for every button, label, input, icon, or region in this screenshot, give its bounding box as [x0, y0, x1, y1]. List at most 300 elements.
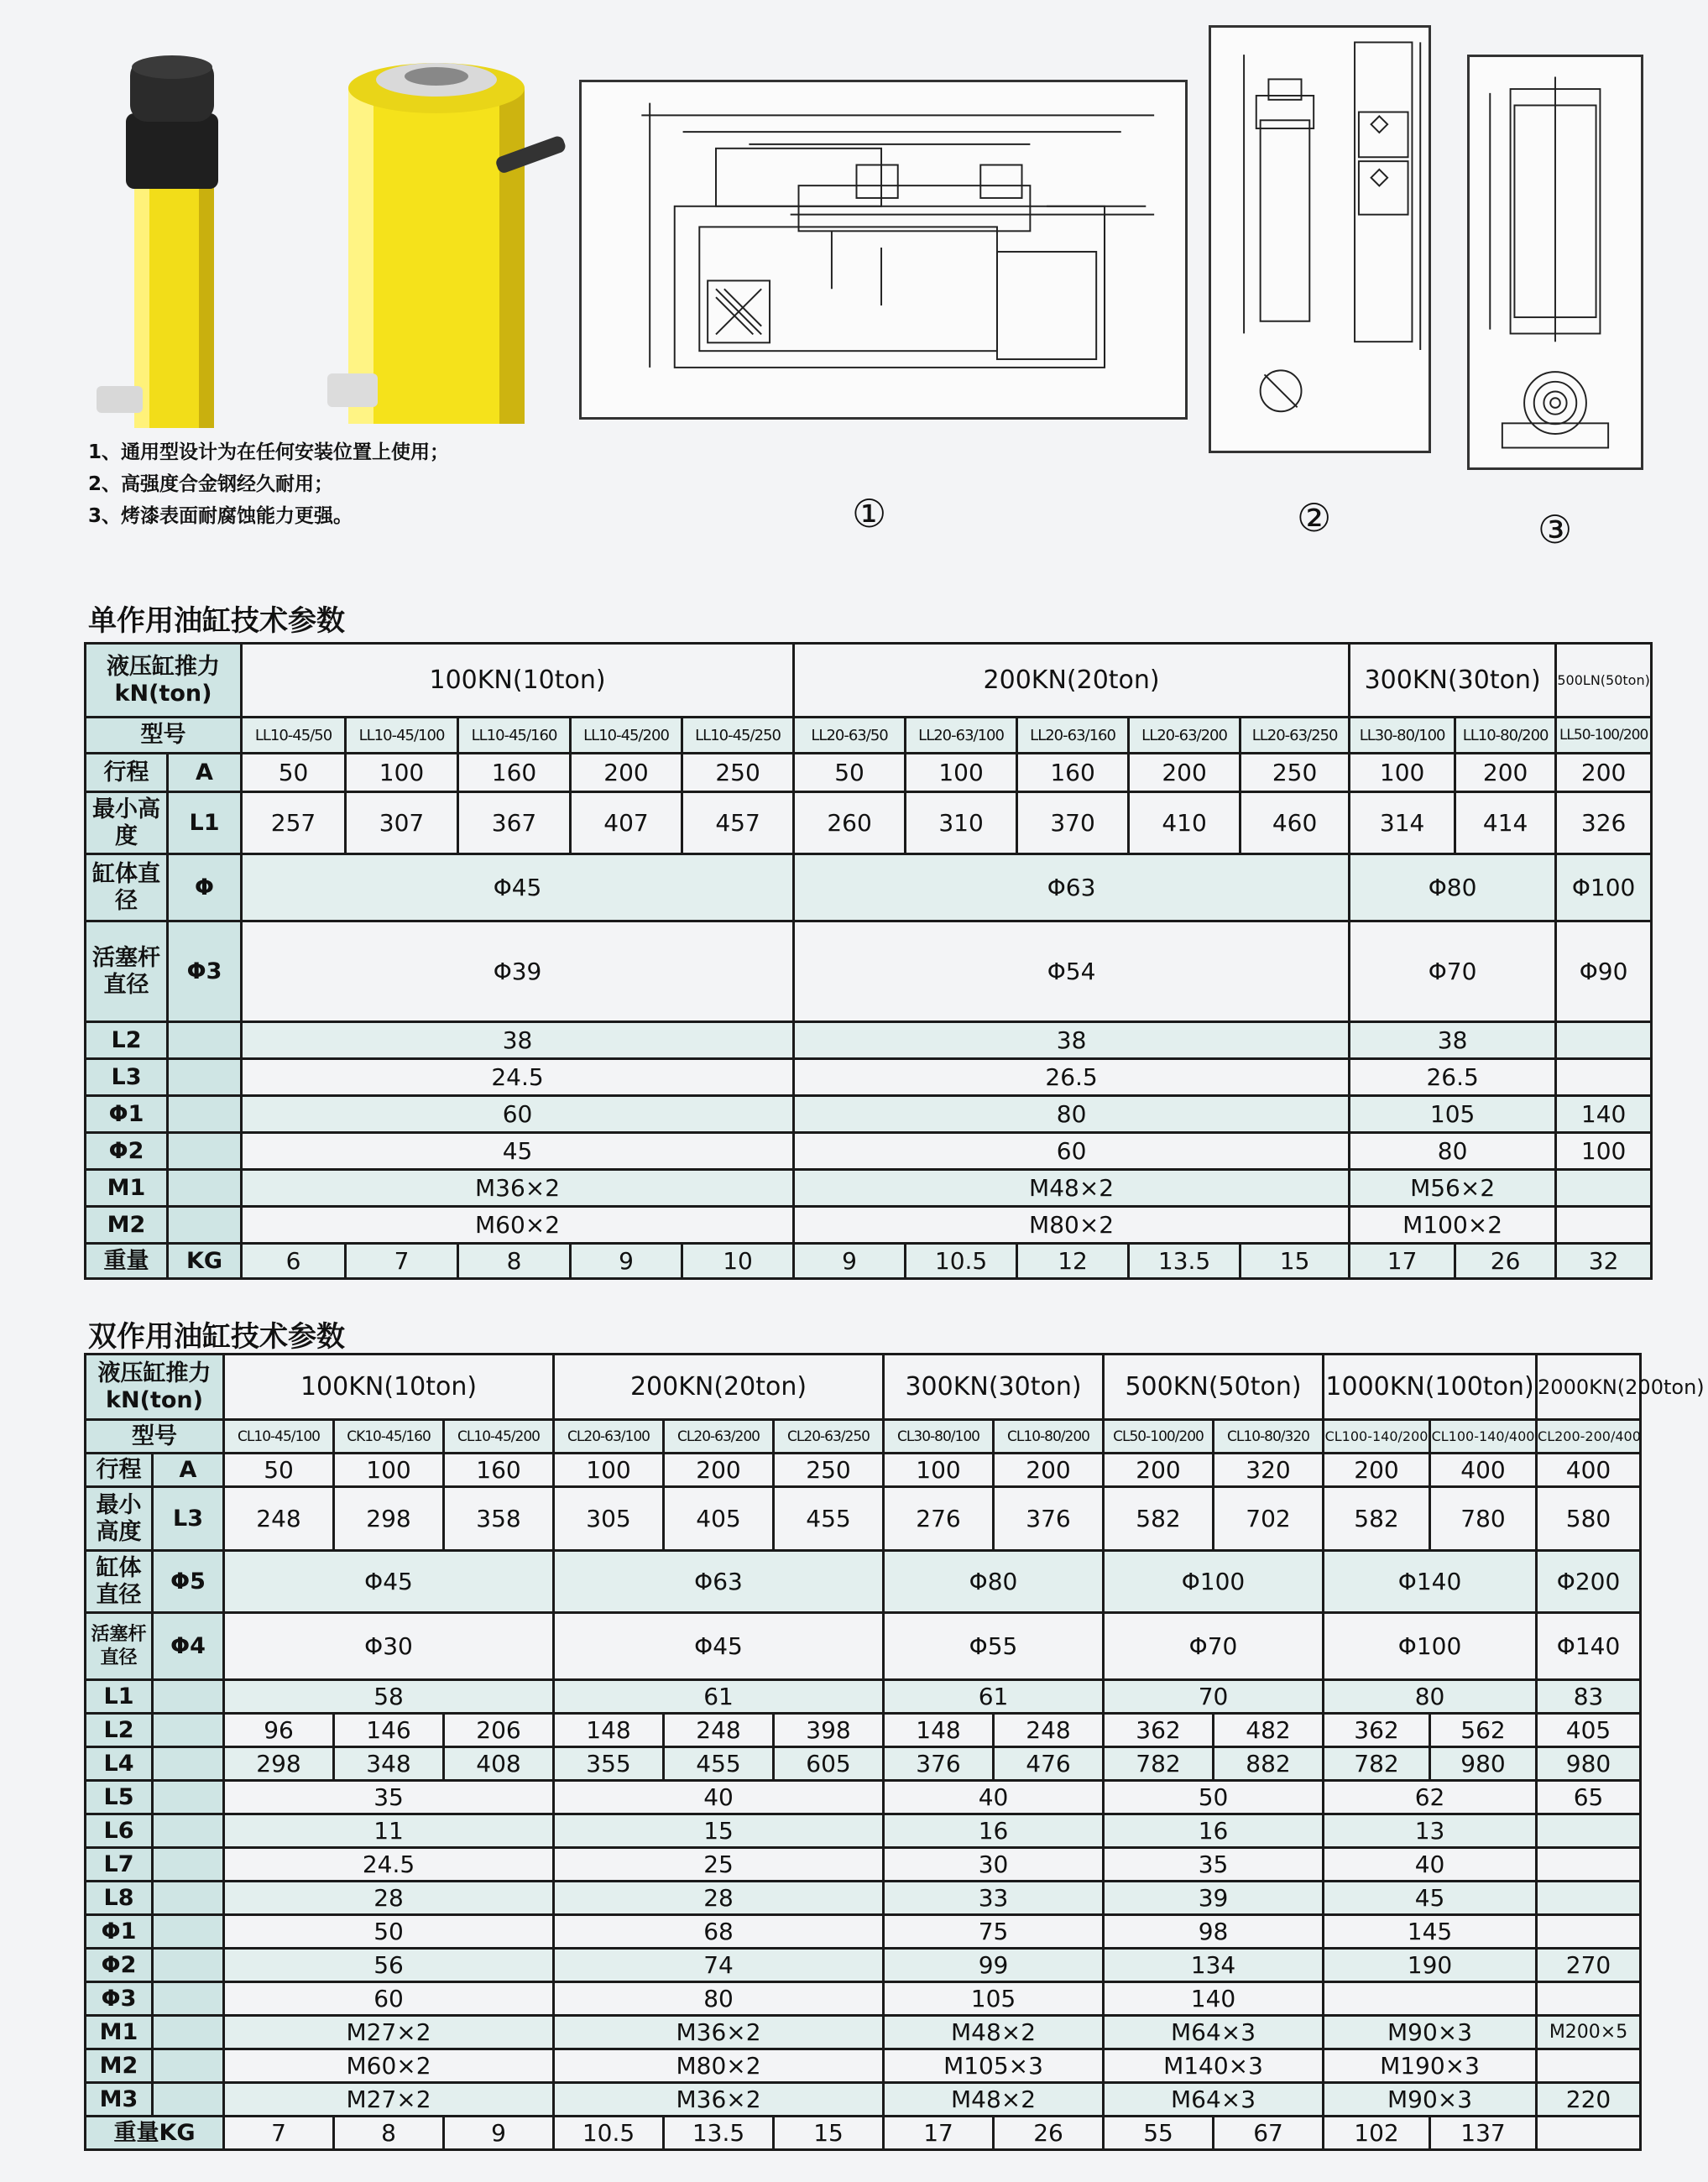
value-cell: 7 [224, 2117, 334, 2150]
row-symbol: Φ3 [168, 921, 242, 1022]
value-cell: 476 [994, 1747, 1104, 1781]
group-header: 2000KN(200ton) [1537, 1355, 1641, 1420]
value-cell: 13.5 [664, 2117, 774, 2150]
value-cell: 55 [1104, 2117, 1214, 2150]
value-cell [1537, 1814, 1641, 1848]
row-symbol [168, 1170, 242, 1207]
value-cell: 26 [994, 2117, 1104, 2150]
row-symbol: L1 [168, 792, 242, 854]
value-cell: 257 [242, 792, 346, 854]
bore-row [86, 1551, 1641, 1613]
value-cell [1556, 1207, 1652, 1244]
value-cell [1324, 1982, 1537, 2016]
row-label: M2 [86, 1207, 168, 1244]
value-cell: 355 [554, 1747, 664, 1781]
value-cell: 100 [884, 1454, 994, 1487]
spec-row [86, 1848, 1641, 1882]
value-cell: 80 [794, 1096, 1350, 1133]
row-label: 行程 [86, 754, 168, 792]
value-cell: 320 [1214, 1454, 1324, 1487]
spec-row [86, 1982, 1641, 2016]
value-cell: 782 [1104, 1747, 1214, 1781]
value-cell: 105 [1350, 1096, 1556, 1133]
value-cell: 16 [884, 1814, 1104, 1848]
row-label: 缸体直径 [86, 854, 168, 921]
value-cell: M36×2 [242, 1170, 794, 1207]
feature-item: 3、烤漆表面耐腐蚀能力更强。 [88, 505, 353, 527]
model-cell: CL200-200/400 [1537, 1420, 1641, 1454]
model-label: 型号 [86, 1420, 224, 1454]
value-cell: 220 [1537, 2083, 1641, 2117]
row-symbol [153, 1848, 224, 1882]
value-cell: 80 [1324, 1680, 1537, 1714]
double-acting-spec-table [84, 1353, 1705, 2151]
model-cell: CL10-80/200 [994, 1420, 1104, 1454]
value-cell: 370 [1017, 792, 1129, 854]
value-cell: 50 [1104, 1781, 1324, 1814]
value-cell: 980 [1537, 1747, 1641, 1781]
value-cell: 8 [334, 2117, 444, 2150]
value-cell: 9 [571, 1244, 682, 1279]
row-label: Φ3 [86, 1982, 153, 2016]
value-cell: 15 [774, 2117, 884, 2150]
value-cell: 8 [458, 1244, 571, 1279]
value-cell: 405 [1537, 1714, 1641, 1747]
group-header: 500LN(50ton) [1556, 644, 1652, 718]
group-header: 300KN(30ton) [1350, 644, 1556, 718]
value-cell: M27×2 [224, 2016, 554, 2049]
value-cell [1537, 1982, 1641, 2016]
value-cell: 405 [664, 1487, 774, 1551]
group-header: 1000KN(100ton) [1324, 1355, 1537, 1420]
model-cell: LL10-45/250 [682, 718, 794, 754]
value-cell: 17 [1350, 1244, 1455, 1279]
group-header: 100KN(10ton) [224, 1355, 554, 1420]
value-cell: 50 [224, 1454, 334, 1487]
value-cell: 190 [1324, 1949, 1537, 1982]
row-label: 活塞杆直径 [86, 921, 168, 1022]
row-symbol [168, 1133, 242, 1170]
value-cell: Φ63 [554, 1551, 884, 1613]
value-cell: 26 [1455, 1244, 1556, 1279]
spec-row [86, 1882, 1641, 1915]
value-cell: 65 [1537, 1781, 1641, 1814]
value-cell: 200 [571, 754, 682, 792]
row-label: M2 [86, 2049, 153, 2083]
row-label: M1 [86, 2016, 153, 2049]
value-cell: 35 [224, 1781, 554, 1814]
spec-row [86, 1949, 1641, 1982]
min-height-row [86, 792, 1652, 854]
row-symbol [153, 2016, 224, 2049]
l2-row [86, 1714, 1641, 1747]
row-symbol [168, 1059, 242, 1096]
value-cell: 140 [1556, 1096, 1652, 1133]
value-cell: 67 [1214, 2117, 1324, 2150]
value-cell: M200×5 [1537, 2016, 1641, 2049]
row-label: L6 [86, 1814, 153, 1848]
stroke-row [86, 754, 1652, 792]
model-cell: CL10-45/200 [444, 1420, 554, 1454]
row-label: 重量KG [86, 2117, 224, 2150]
value-cell: M36×2 [554, 2083, 884, 2117]
row-label: Φ2 [86, 1949, 153, 1982]
value-cell: Φ45 [554, 1613, 884, 1680]
model-cell: CL50-100/200 [1104, 1420, 1214, 1454]
value-cell: 298 [224, 1747, 334, 1781]
model-cell: CL100-140/200 [1324, 1420, 1430, 1454]
value-cell: M105×3 [884, 2049, 1104, 2083]
value-cell: 96 [224, 1714, 334, 1747]
value-cell: 410 [1129, 792, 1241, 854]
value-cell: Φ100 [1324, 1613, 1537, 1680]
value-cell: 582 [1104, 1487, 1214, 1551]
value-cell: 146 [334, 1714, 444, 1747]
value-cell: 99 [884, 1949, 1104, 1982]
spec-row [86, 2016, 1641, 2049]
value-cell: 50 [794, 754, 906, 792]
spec-row [86, 1207, 1652, 1244]
value-cell [1537, 1882, 1641, 1915]
row-label: L1 [86, 1680, 153, 1714]
value-cell: Φ30 [224, 1613, 554, 1680]
row-symbol [153, 1949, 224, 1982]
row-symbol: Φ5 [153, 1551, 224, 1613]
value-cell: M48×2 [884, 2083, 1104, 2117]
value-cell: 100 [554, 1454, 664, 1487]
model-cell: LL10-45/160 [458, 718, 571, 754]
value-cell: 780 [1430, 1487, 1537, 1551]
model-label: 型号 [86, 718, 242, 754]
value-cell: M48×2 [794, 1170, 1350, 1207]
row-label: L2 [86, 1714, 153, 1747]
l1-row [86, 1680, 1641, 1714]
row-label: 行程 [86, 1454, 153, 1487]
value-cell: 882 [1214, 1747, 1324, 1781]
model-cell: LL10-45/50 [242, 718, 346, 754]
group-header: 300KN(30ton) [884, 1355, 1104, 1420]
row-symbol [153, 1915, 224, 1949]
value-cell: 26.5 [794, 1059, 1350, 1096]
value-cell: 35 [1104, 1848, 1324, 1882]
value-cell: 40 [554, 1781, 884, 1814]
drawing-number-3: ③ [1538, 507, 1573, 552]
value-cell: M90×3 [1324, 2083, 1537, 2117]
value-cell: 248 [994, 1714, 1104, 1747]
value-cell: 100 [334, 1454, 444, 1487]
single-acting-title: 单作用油缸技术参数 [88, 604, 345, 638]
value-cell: 9 [444, 2117, 554, 2150]
value-cell: 100 [346, 754, 458, 792]
value-cell: Φ140 [1324, 1551, 1537, 1613]
row-symbol [153, 2083, 224, 2117]
row-label: 最小高度 [86, 1487, 153, 1551]
value-cell: 348 [334, 1747, 444, 1781]
value-cell: 30 [884, 1848, 1104, 1882]
value-cell: 248 [664, 1714, 774, 1747]
weight-row [86, 1244, 1652, 1279]
value-cell: 367 [458, 792, 571, 854]
row-symbol: Φ4 [153, 1613, 224, 1680]
value-cell: 400 [1430, 1454, 1537, 1487]
value-cell: 980 [1430, 1747, 1537, 1781]
value-cell: 206 [444, 1714, 554, 1747]
value-cell: 307 [346, 792, 458, 854]
value-cell: 160 [458, 754, 571, 792]
value-cell: 6 [242, 1244, 346, 1279]
spec-row [86, 1022, 1652, 1059]
value-cell [1556, 1059, 1652, 1096]
model-cell: CK10-45/160 [334, 1420, 444, 1454]
value-cell: 24.5 [242, 1059, 794, 1096]
value-cell: 562 [1430, 1714, 1537, 1747]
value-cell: 582 [1324, 1487, 1430, 1551]
bore-row [86, 854, 1652, 921]
rod-row [86, 1613, 1641, 1680]
row-label: 重量 [86, 1244, 168, 1279]
spec-row [86, 2049, 1641, 2083]
l4-row [86, 1747, 1641, 1781]
value-cell: M80×2 [554, 2049, 884, 2083]
value-cell: 160 [1017, 754, 1129, 792]
value-cell: Φ100 [1556, 854, 1652, 921]
value-cell: Φ80 [884, 1551, 1104, 1613]
value-cell: 400 [1537, 1454, 1641, 1487]
value-cell: 32 [1556, 1244, 1652, 1279]
row-label: L2 [86, 1022, 168, 1059]
value-cell: 250 [1241, 754, 1350, 792]
drawing-number-2: ② [1297, 495, 1332, 540]
value-cell: 260 [794, 792, 906, 854]
value-cell: 298 [334, 1487, 444, 1551]
spec-row [86, 1814, 1641, 1848]
row-label: M3 [86, 2083, 153, 2117]
value-cell: 310 [906, 792, 1017, 854]
value-cell: 15 [554, 1814, 884, 1848]
value-cell: 80 [1350, 1133, 1556, 1170]
value-cell: 407 [571, 792, 682, 854]
weight-row [86, 2117, 1641, 2150]
row-label: L5 [86, 1781, 153, 1814]
value-cell: 362 [1324, 1714, 1430, 1747]
value-cell: M140×3 [1104, 2049, 1324, 2083]
value-cell: 50 [224, 1915, 554, 1949]
value-cell: 580 [1537, 1487, 1641, 1551]
value-cell: 56 [224, 1949, 554, 1982]
value-cell: 140 [1104, 1982, 1324, 2016]
model-cell: LL20-63/100 [906, 718, 1017, 754]
drawing-2-lines [1211, 28, 1429, 451]
value-cell: 13.5 [1129, 1244, 1241, 1279]
spec-row [86, 1059, 1652, 1096]
group-header: 100KN(10ton) [242, 644, 794, 718]
value-cell: M80×2 [794, 1207, 1350, 1244]
value-cell: 13 [1324, 1814, 1537, 1848]
row-symbol [153, 1781, 224, 1814]
value-cell: Φ140 [1537, 1613, 1641, 1680]
rod-row [86, 921, 1652, 1022]
spec-row [86, 1781, 1641, 1814]
value-cell: 61 [554, 1680, 884, 1714]
single-acting-spec-table [84, 642, 1653, 1280]
group-header: 500KN(50ton) [1104, 1355, 1324, 1420]
value-cell: Φ90 [1556, 921, 1652, 1022]
row-label: Φ1 [86, 1096, 168, 1133]
value-cell: 326 [1556, 792, 1652, 854]
value-cell: Φ70 [1104, 1613, 1324, 1680]
group-header: 200KN(20ton) [554, 1355, 884, 1420]
drawing-number-1: ① [852, 491, 887, 536]
value-cell [1537, 1848, 1641, 1882]
value-cell: 102 [1324, 2117, 1430, 2150]
row-symbol: Φ [168, 854, 242, 921]
model-cell: LL10-80/200 [1455, 718, 1556, 754]
value-cell: 305 [554, 1487, 664, 1551]
value-cell: 455 [774, 1487, 884, 1551]
value-cell: M60×2 [242, 1207, 794, 1244]
value-cell: Φ100 [1104, 1551, 1324, 1613]
value-cell: 98 [1104, 1915, 1324, 1949]
value-cell: M60×2 [224, 2049, 554, 2083]
value-cell: Φ55 [884, 1613, 1104, 1680]
model-cell: CL30-80/100 [884, 1420, 994, 1454]
value-cell: 38 [1350, 1022, 1556, 1059]
model-cell: LL20-63/160 [1017, 718, 1129, 754]
model-cell: LL30-80/100 [1350, 718, 1455, 754]
row-symbol: A [168, 754, 242, 792]
value-cell: 137 [1430, 2117, 1537, 2150]
feature-item: 1、通用型设计为在任何安装位置上使用； [88, 441, 450, 463]
value-cell: Φ70 [1350, 921, 1556, 1022]
value-cell: 605 [774, 1747, 884, 1781]
value-cell: 414 [1455, 792, 1556, 854]
feature-item: 2、高强度合金钢经久耐用； [88, 473, 334, 495]
value-cell: 38 [242, 1022, 794, 1059]
value-cell: Φ39 [242, 921, 794, 1022]
value-cell: 482 [1214, 1714, 1324, 1747]
model-cell: CL20-63/100 [554, 1420, 664, 1454]
row-symbol [168, 1096, 242, 1133]
value-cell: 28 [554, 1882, 884, 1915]
value-cell: 12 [1017, 1244, 1129, 1279]
row-label: L8 [86, 1882, 153, 1915]
value-cell: M90×3 [1324, 2016, 1537, 2049]
spec-row [86, 1133, 1652, 1170]
value-cell: M48×2 [884, 2016, 1104, 2049]
drawing-1-lines [582, 82, 1185, 417]
value-cell: 200 [1324, 1454, 1430, 1487]
row-symbol [153, 1680, 224, 1714]
value-cell: 60 [794, 1133, 1350, 1170]
spec-row [86, 1915, 1641, 1949]
value-cell: 24.5 [224, 1848, 554, 1882]
model-cell: LL10-45/200 [571, 718, 682, 754]
value-cell: 376 [884, 1747, 994, 1781]
value-cell: 200 [1556, 754, 1652, 792]
value-cell: 68 [554, 1915, 884, 1949]
row-symbol: KG [168, 1244, 242, 1279]
value-cell: 11 [224, 1814, 554, 1848]
value-cell: 200 [1455, 754, 1556, 792]
model-row [86, 718, 1652, 754]
value-cell: 457 [682, 792, 794, 854]
group-header: 200KN(20ton) [794, 644, 1350, 718]
spec-row [86, 2083, 1641, 2117]
value-cell [1537, 1915, 1641, 1949]
value-cell: M190×3 [1324, 2049, 1537, 2083]
model-cell: CL20-63/200 [664, 1420, 774, 1454]
value-cell: 9 [794, 1244, 906, 1279]
value-cell: 28 [224, 1882, 554, 1915]
row-label: 最小高度 [86, 792, 168, 854]
model-cell: CL10-80/320 [1214, 1420, 1324, 1454]
row-label: L4 [86, 1747, 153, 1781]
row-label: Φ1 [86, 1915, 153, 1949]
row-symbol: L3 [153, 1487, 224, 1551]
value-cell: 782 [1324, 1747, 1430, 1781]
value-cell: 398 [774, 1714, 884, 1747]
value-cell: 25 [554, 1848, 884, 1882]
value-cell: 50 [242, 754, 346, 792]
row-label: 缸体直径 [86, 1551, 153, 1613]
value-cell [1537, 2117, 1641, 2150]
value-cell: Φ45 [242, 854, 794, 921]
min-height-row [86, 1487, 1641, 1551]
value-cell: M64×3 [1104, 2083, 1324, 2117]
value-cell: 314 [1350, 792, 1455, 854]
row-symbol [153, 1747, 224, 1781]
value-cell: 200 [664, 1454, 774, 1487]
value-cell: 250 [774, 1454, 884, 1487]
spec-row [86, 1170, 1652, 1207]
value-cell: 270 [1537, 1949, 1641, 1982]
model-cell: LL20-63/250 [1241, 718, 1350, 754]
value-cell: M27×2 [224, 2083, 554, 2117]
value-cell: 39 [1104, 1882, 1324, 1915]
large-cylinder-image [327, 38, 579, 432]
value-cell: 200 [1129, 754, 1241, 792]
model-cell: LL50-100/200 [1556, 718, 1652, 754]
value-cell: 460 [1241, 792, 1350, 854]
value-cell: 276 [884, 1487, 994, 1551]
value-cell: 33 [884, 1882, 1104, 1915]
value-cell [1556, 1022, 1652, 1059]
value-cell: 358 [444, 1487, 554, 1551]
value-cell: 408 [444, 1747, 554, 1781]
value-cell: 455 [664, 1747, 774, 1781]
value-cell: 15 [1241, 1244, 1350, 1279]
value-cell: 70 [1104, 1680, 1324, 1714]
row-label: L7 [86, 1848, 153, 1882]
value-cell: 105 [884, 1982, 1104, 2016]
value-cell: 45 [1324, 1882, 1537, 1915]
value-cell: 702 [1214, 1487, 1324, 1551]
row-label: M1 [86, 1170, 168, 1207]
value-cell: 10.5 [906, 1244, 1017, 1279]
value-cell: 362 [1104, 1714, 1214, 1747]
value-cell: 200 [994, 1454, 1104, 1487]
value-cell [1556, 1170, 1652, 1207]
technical-drawing-1 [579, 80, 1188, 420]
value-cell: 75 [884, 1915, 1104, 1949]
row-symbol [153, 1882, 224, 1915]
model-row [86, 1420, 1641, 1454]
model-cell: CL20-63/250 [774, 1420, 884, 1454]
value-cell: 45 [242, 1133, 794, 1170]
value-cell: 74 [554, 1949, 884, 1982]
model-cell: LL20-63/200 [1129, 718, 1241, 754]
row-symbol [168, 1022, 242, 1059]
